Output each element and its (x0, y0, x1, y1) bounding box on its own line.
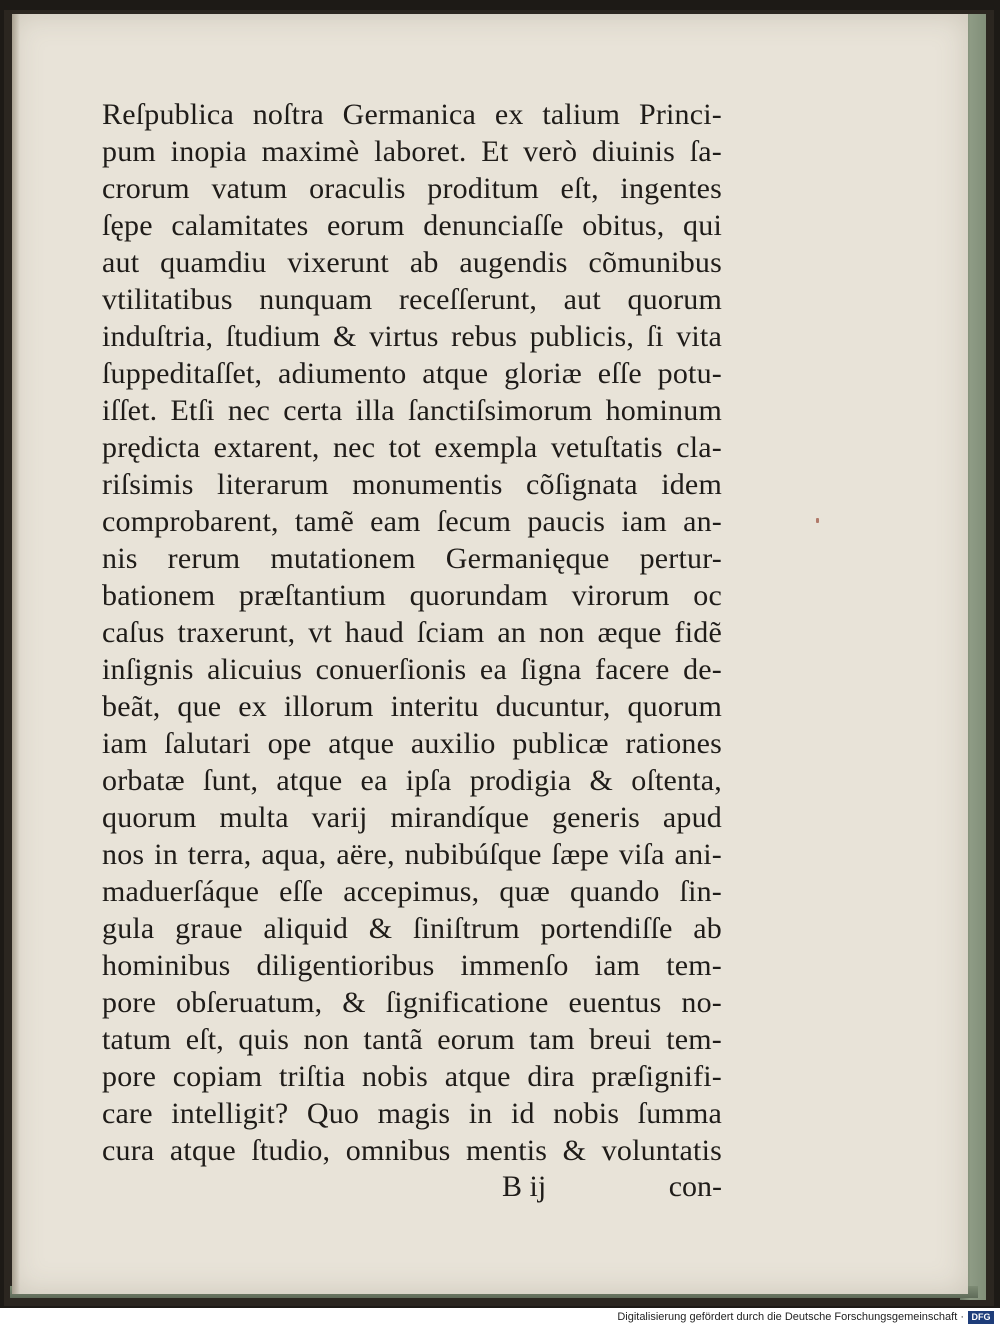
text-line: riſsimis literarum monumentis cõſignata idem (102, 468, 722, 501)
ink-speck (816, 518, 819, 523)
text-line: ſuppeditaſſet, adiumento atque gloriæ eſſe potu- (102, 357, 722, 390)
text-line: Reſpublica noſtra Germanica ex talium Princi- (102, 98, 722, 131)
text-line: nis rerum mutationem Germanięque pertur- (102, 542, 722, 575)
footer-bar (0, 1308, 1000, 1328)
text-line: orbatæ ſunt, atque ea ipſa prodigia & oſtenta, (102, 764, 722, 797)
text-line: nos in terra, aqua, aëre, nubibúſque ſæpe viſa ani- (102, 838, 722, 871)
text-line: ſępe calamitates eorum denunciaſſe obitus, qui (102, 209, 722, 242)
text-line: pore copiam triſtia nobis atque dira præſignifi- (102, 1060, 722, 1093)
signature-line (102, 1170, 722, 1207)
page-gutter-shadow (12, 14, 20, 1294)
page-text-block (102, 96, 722, 1169)
text-line: prędicta extarent, nec tot exempla vetuſtatis cla- (102, 431, 722, 464)
text-line: iſſet. Etſi nec certa illa ſanctiſsimorum hominum (102, 394, 722, 427)
text-line: aut quamdiu vixerunt ab augendis cõmunibus (102, 246, 722, 279)
dfg-logo: DFG (968, 1311, 994, 1324)
text-line: cura atque ſtudio, omnibus mentis & voluntatis (102, 1134, 722, 1167)
footer-credit: Digitalisierung gefördert durch die Deutsche Forschungsgemeinschaft · (617, 1311, 964, 1323)
text-line: beãt, que ex illorum interitu ducuntur, quorum (102, 690, 722, 723)
text-line: bationem præſtantium quorundam virorum oc (102, 579, 722, 612)
catchword: con- (668, 1170, 722, 1203)
text-line: gula graue aliquid & ſiniſtrum portendiſſe ab (102, 912, 722, 945)
text-line: crorum vatum oraculis proditum eſt, ingentes (102, 172, 722, 205)
text-line: pore obſeruatum, & ſignificatione euentus no- (102, 986, 722, 1019)
text-line: vtilitatibus nunquam receſſerunt, aut quorum (102, 283, 722, 316)
text-line: quorum multa varij mirandíque generis apud (102, 801, 722, 834)
text-line: comprobarent, tamẽ eam ſecum paucis iam an- (102, 505, 722, 538)
text-line: maduerſáque eſſe accepimus, quæ quando ſin- (102, 875, 722, 908)
signature-mark: B ij (502, 1170, 547, 1203)
text-line: pum inopia maximè laboret. Et verò diuinis ſa- (102, 135, 722, 168)
text-line: iam ſalutari ope atque auxilio publicæ rationes (102, 727, 722, 760)
text-line: induſtria, ſtudium & virtus rebus publicis, ſi vita (102, 320, 722, 353)
text-line: care intelligit? Quo magis in id nobis ſumma (102, 1097, 722, 1130)
text-line: caſus traxerunt, vt haud ſciam an non æque fidẽ (102, 616, 722, 649)
text-line: tatum eſt, quis non tantã eorum tam breui tem- (102, 1023, 722, 1056)
text-line: hominibus diligentioribus immenſo iam tem- (102, 949, 722, 982)
text-line: inſignis alicuius conuerſionis ea ſigna facere de- (102, 653, 722, 686)
